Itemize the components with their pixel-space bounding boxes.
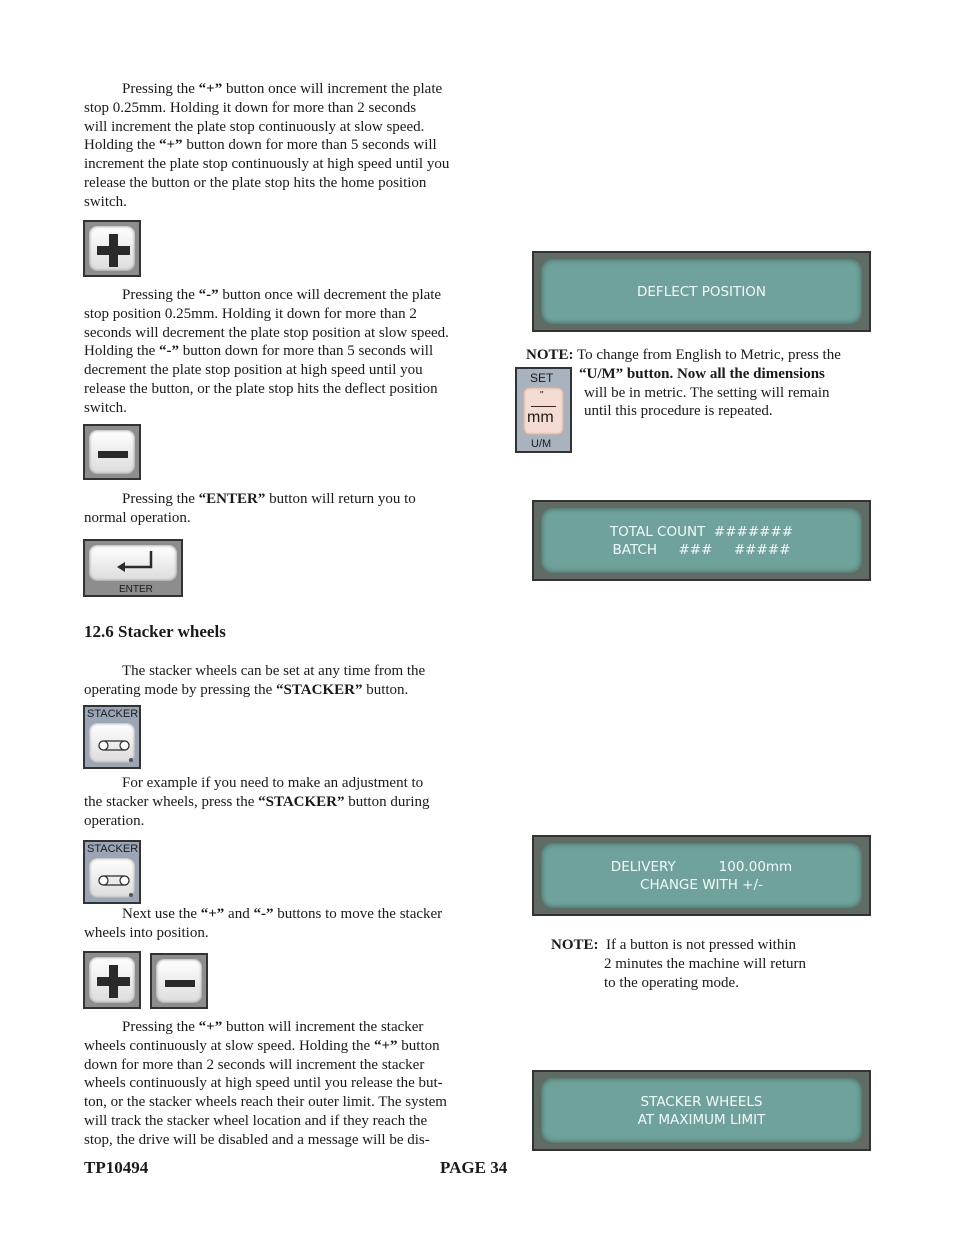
- um-icon: [523, 387, 564, 435]
- note-timeout: [551, 936, 806, 992]
- text-line: The stacker wheels can be set at any time from the: [122, 663, 426, 679]
- lcd-display-total-count: [532, 500, 871, 581]
- plus-icon: [89, 957, 135, 1003]
- stacker-key-label: STACKER: [87, 843, 139, 855]
- text-line: Pressing the “ENTER” button will return you to: [122, 491, 416, 507]
- enter-key-image: [83, 539, 183, 597]
- text-line: the stacker wheels, press the “STACKER” button during: [84, 793, 430, 810]
- lcd-line: STACKER WHEELS: [640, 1093, 763, 1110]
- paragraph-stacker-next: [84, 905, 442, 943]
- section-title: 12.6 Stacker wheels: [84, 622, 226, 641]
- minus-icon: [156, 959, 202, 1003]
- lcd-line: AT MAXIMUM LIMIT: [637, 1111, 766, 1128]
- lcd-display-delivery: [532, 835, 871, 916]
- text-line: wheels into position.: [84, 924, 209, 941]
- lcd-screen: [541, 259, 862, 324]
- page-number: PAGE 34: [440, 1158, 508, 1177]
- plus-key-image: [83, 951, 141, 1009]
- text-line: Pressing the “+” button will increment the stacker: [122, 1019, 424, 1035]
- text-line: For example if you need to make an adjustment to: [122, 775, 424, 791]
- lcd-display-stacker-limit: [532, 1070, 871, 1151]
- document-id: TP10494: [84, 1158, 149, 1177]
- text-line: until this procedure is repeated.: [584, 403, 773, 420]
- paragraph-plus-button: [84, 80, 449, 212]
- note-metric: [526, 346, 841, 421]
- minus-key-image: [150, 953, 208, 1009]
- enter-key-label: ENTER: [119, 584, 153, 595]
- paragraph-stacker-example: [84, 774, 430, 830]
- paragraph-enter-button: [84, 490, 416, 528]
- lcd-screen: [541, 843, 862, 908]
- lcd-line: BATCH ### #####: [612, 541, 791, 558]
- note-label: NOTE:: [551, 937, 599, 953]
- minus-icon: [89, 430, 135, 474]
- note-label: NOTE:: [526, 347, 574, 363]
- text-line: decrement the plate stop position at high speed until you: [84, 362, 423, 379]
- inch-mark: ": [540, 390, 544, 401]
- lcd-screen: [541, 508, 862, 573]
- text-line: release the button, or the plate stop hits the deflect position: [84, 380, 438, 397]
- text-line: Next use the “+” and “-” buttons to move the stacker: [122, 906, 443, 922]
- text-line: switch.: [84, 399, 127, 416]
- text-line: wheels continuously at slow speed. Holding the “+” button: [84, 1037, 440, 1054]
- lcd-display-deflect: [532, 251, 871, 332]
- lcd-line: DELIVERY 100.00mm: [610, 858, 793, 875]
- lcd-screen: [541, 1078, 862, 1143]
- text-line: stop 0.25mm. Holding it down for more than 2 seconds: [84, 99, 417, 116]
- text-line: “U/M” button. Now all the dimensions: [579, 365, 825, 382]
- text-line: wheels continuously at high speed until you release the but-: [84, 1075, 443, 1092]
- text-line: operation.: [84, 812, 145, 829]
- lcd-line: CHANGE WITH +/-: [640, 876, 763, 893]
- text-line: ton, or the stacker wheels reach their outer limit. The system: [84, 1094, 447, 1111]
- um-key-image: [515, 367, 572, 453]
- stacker-key-image: [83, 705, 141, 769]
- text-line: will increment the plate stop continuously at slow speed.: [84, 118, 425, 135]
- stacker-icon: [89, 858, 135, 898]
- plus-key-image: [83, 220, 141, 277]
- paragraph-minus-button: [84, 286, 449, 418]
- text-line: Holding the “+” button down for more than 5 seconds will: [84, 137, 437, 154]
- text-line: seconds will decrement the plate stop position at slow speed.: [84, 324, 449, 341]
- text-line: Pressing the “+” button once will increment the plate: [122, 81, 443, 97]
- text-line: to the operating mode.: [604, 974, 739, 991]
- enter-icon: [89, 545, 177, 581]
- lcd-line: DEFLECT POSITION: [637, 283, 766, 300]
- paragraph-stacker-intro: [84, 662, 425, 700]
- text-line: down for more than 2 seconds will increment the stacker: [84, 1056, 425, 1073]
- text-line: will track the stacker wheel location and if they reach the: [84, 1112, 428, 1129]
- text-line: To change from English to Metric, press the: [577, 347, 841, 363]
- text-line: release the button or the plate stop hits the home position: [84, 174, 427, 191]
- stacker-key-image: [83, 840, 141, 904]
- set-label: SET: [530, 371, 554, 385]
- text-line: will be in metric. The setting will remain: [584, 384, 830, 401]
- minus-key-image: [83, 424, 141, 480]
- text-line: increment the plate stop continuously at high speed until you: [84, 156, 450, 173]
- text-line: If a button is not pressed within: [606, 937, 796, 953]
- paragraph-stacker-increment: [84, 1018, 447, 1150]
- text-line: normal operation.: [84, 509, 191, 526]
- lcd-line: TOTAL COUNT #######: [609, 523, 794, 540]
- mm-label: mm: [527, 409, 554, 426]
- text-line: 2 minutes the machine will return: [604, 955, 807, 972]
- text-line: Pressing the “-” button once will decrement the plate: [122, 287, 442, 303]
- plus-icon: [89, 226, 135, 271]
- text-line: stop position 0.25mm. Holding it down for more than 2: [84, 305, 417, 322]
- text-line: switch.: [84, 193, 127, 210]
- stacker-key-label: STACKER: [87, 708, 139, 720]
- text-line: stop, the drive will be disabled and a message will be dis-: [84, 1131, 430, 1148]
- text-line: Holding the “-” button down for more than 5 seconds will: [84, 343, 434, 360]
- text-line: operating mode by pressing the “STACKER” button.: [84, 681, 409, 698]
- um-label: U/M: [531, 438, 552, 450]
- stacker-icon: [89, 723, 135, 763]
